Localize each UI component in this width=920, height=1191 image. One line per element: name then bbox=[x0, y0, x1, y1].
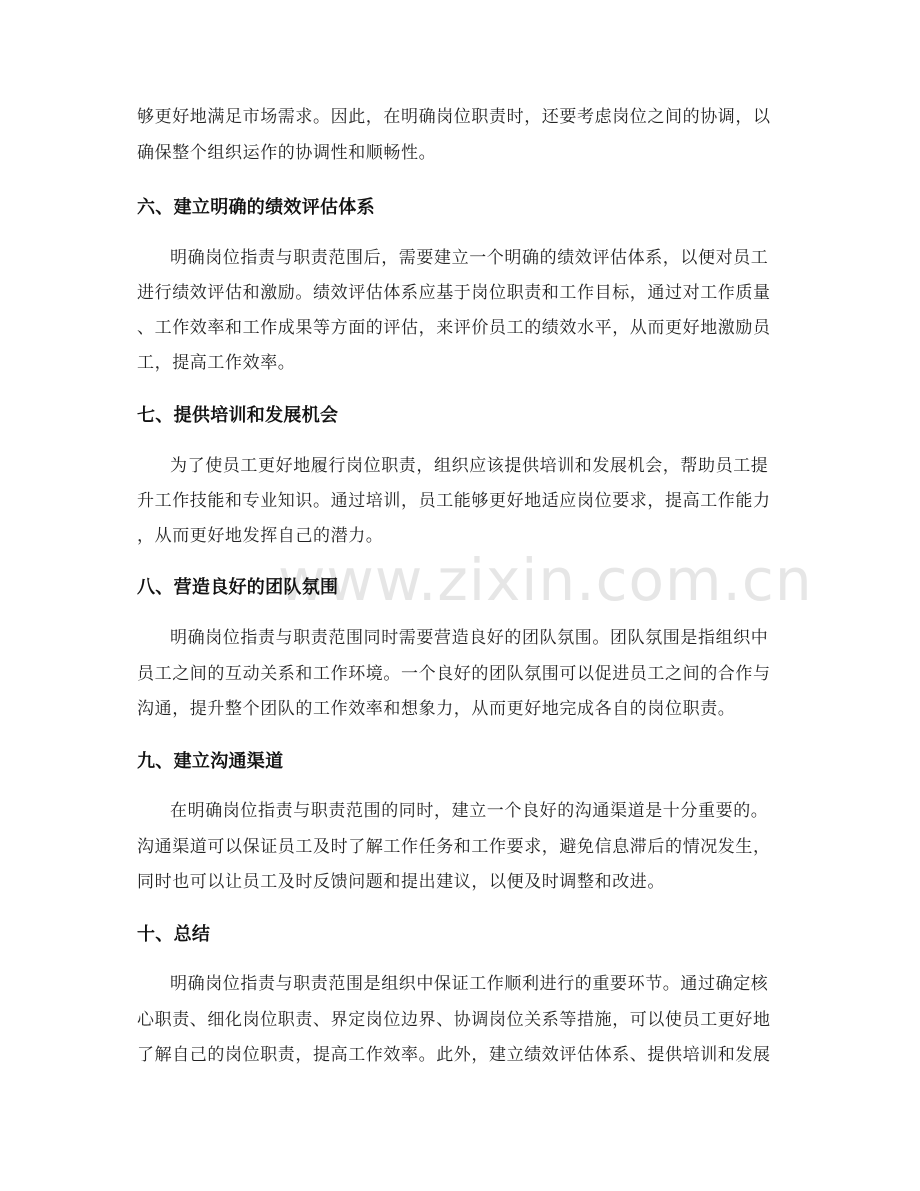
paragraph-line: 心职责、细化岗位职责、界定岗位边界、协调岗位关系等措施，可以使员工更好地 bbox=[137, 1010, 771, 1030]
paragraph-line: 进行绩效评估和激励。绩效评估体系应基于岗位职责和工作目标，通过对工作质量 bbox=[137, 283, 771, 303]
paragraph-line: 明确岗位指责与职责范围同时需要营造良好的团队氛围。团队氛围是指组织中 bbox=[170, 628, 769, 648]
paragraph-line: 在明确岗位指责与职责范围的同时，建立一个良好的沟通渠道是十分重要的。 bbox=[170, 801, 769, 821]
section-heading: 九、建立沟通渠道 bbox=[137, 751, 284, 772]
paragraph-line: 为了使员工更好地履行岗位职责，组织应该提供培训和发展机会，帮助员工提 bbox=[170, 456, 769, 476]
paragraph-line: 升工作技能和专业知识。通过培训，员工能够更好地适应岗位要求，提高工作能力 bbox=[137, 491, 771, 511]
paragraph-line: 、工作效率和工作成果等方面的评估，来评价员工的绩效水平，从而更好地激励员 bbox=[137, 318, 771, 338]
paragraph-line: 沟通，提升整个团队的工作效率和想象力，从而更好地完成各自的岗位职责。 bbox=[137, 699, 736, 719]
paragraph-line: 同时也可以让员工及时反馈问题和提出建议，以便及时调整和改进。 bbox=[137, 872, 665, 892]
section-heading: 八、营造良好的团队氛围 bbox=[137, 577, 339, 598]
paragraph-line: 明确岗位指责与职责范围后，需要建立一个明确的绩效评估体系，以便对员工 bbox=[170, 248, 769, 268]
paragraph-line: 工，提高工作效率。 bbox=[137, 353, 296, 373]
paragraph-line: 员工之间的互动关系和工作环境。一个良好的团队氛围可以促进员工之间的合作与 bbox=[137, 664, 771, 684]
paragraph-line: 沟通渠道可以保证员工及时了解工作任务和工作要求，避免信息滞后的情况发生， bbox=[137, 837, 771, 857]
section-heading: 七、提供培训和发展机会 bbox=[137, 405, 339, 426]
paragraph-line: 了解自己的岗位职责，提高工作效率。此外，建立绩效评估体系、提供培训和发展 bbox=[137, 1045, 771, 1065]
paragraph-line: 确保整个组织运作的协调性和顺畅性。 bbox=[137, 143, 437, 163]
section-heading: 十、总结 bbox=[137, 924, 211, 945]
section-heading: 六、建立明确的绩效评估体系 bbox=[137, 197, 375, 218]
paragraph-line: 够更好地满足市场需求。因此，在明确岗位职责时，还要考虑岗位之间的协调，以 bbox=[137, 107, 771, 127]
watermark: www.zixin.com.cn bbox=[278, 546, 813, 614]
paragraph-line: 明确岗位指责与职责范围是组织中保证工作顺利进行的重要环节。通过确定核 bbox=[170, 974, 769, 994]
paragraph-line: ，从而更好地发挥自己的潜力。 bbox=[137, 526, 384, 546]
